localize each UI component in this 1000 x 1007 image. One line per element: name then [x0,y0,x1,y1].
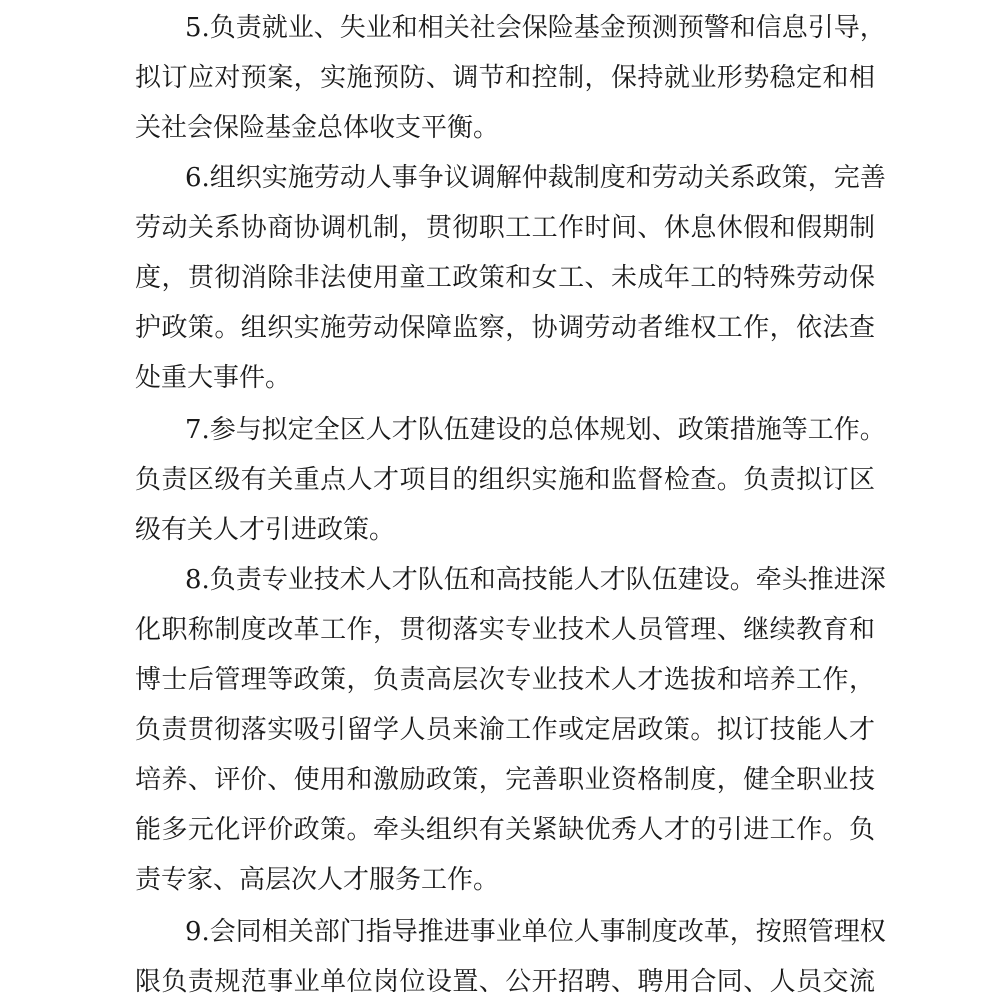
paragraph-8-line-3: 博士后管理等政策，负责高层次专业技术人才选拔和培养工作， [135,665,875,695]
paragraph-6-line-5: 处重大事件。 [135,363,292,393]
paragraph-6-line-2: 劳动关系协商协调机制，贯彻职工工作时间、休息休假和假期制 [135,213,875,243]
paragraph-9-line-2: 限负责规范事业单位岗位设置、公开招聘、聘用合同、人员交流 [135,967,875,997]
paragraph-5-line-2: 拟订应对预案，实施预防、调节和控制，保持就业形势稳定和相 [135,63,875,93]
paragraph-8-line-6: 能多元化评价政策。牵头组织有关紧缺优秀人才的引进工作。负 [135,815,875,845]
paragraph-5-line-1: 5.负责就业、失业和相关社会保险基金预测预警和信息引导， [185,13,886,43]
paragraph-9-line-1: 9.会同相关部门指导推进事业单位人事制度改革，按照管理权 [185,917,886,947]
paragraph-8-line-7: 责专家、高层次人才服务工作。 [135,865,500,895]
paragraph-7-line-2: 负责区级有关重点人才项目的组织实施和监督检查。负责拟订区 [135,465,875,495]
paragraph-8-line-5: 培养、评价、使用和激励政策，完善职业资格制度，健全职业技 [135,765,875,795]
paragraph-6-line-4: 护政策。组织实施劳动保障监察，协调劳动者维权工作，依法查 [135,313,875,343]
paragraph-8-line-2: 化职称制度改革工作，贯彻落实专业技术人员管理、继续教育和 [135,615,875,645]
paragraph-8-line-1: 8.负责专业技术人才队伍和高技能人才队伍建设。牵头推进深 [185,565,886,595]
paragraph-7-line-3: 级有关人才引进政策。 [135,515,396,545]
paragraph-6-line-3: 度，贯彻消除非法使用童工政策和女工、未成年工的特殊劳动保 [135,263,875,293]
paragraph-5-line-3: 关社会保险基金总体收支平衡。 [135,113,500,143]
paragraph-8-line-4: 负责贯彻落实吸引留学人员来渝工作或定居政策。拟订技能人才 [135,715,875,745]
paragraph-7-line-1: 7.参与拟定全区人才队伍建设的总体规划、政策措施等工作。 [185,415,886,445]
paragraph-6-line-1: 6.组织实施劳动人事争议调解仲裁制度和劳动关系政策，完善 [185,163,886,193]
